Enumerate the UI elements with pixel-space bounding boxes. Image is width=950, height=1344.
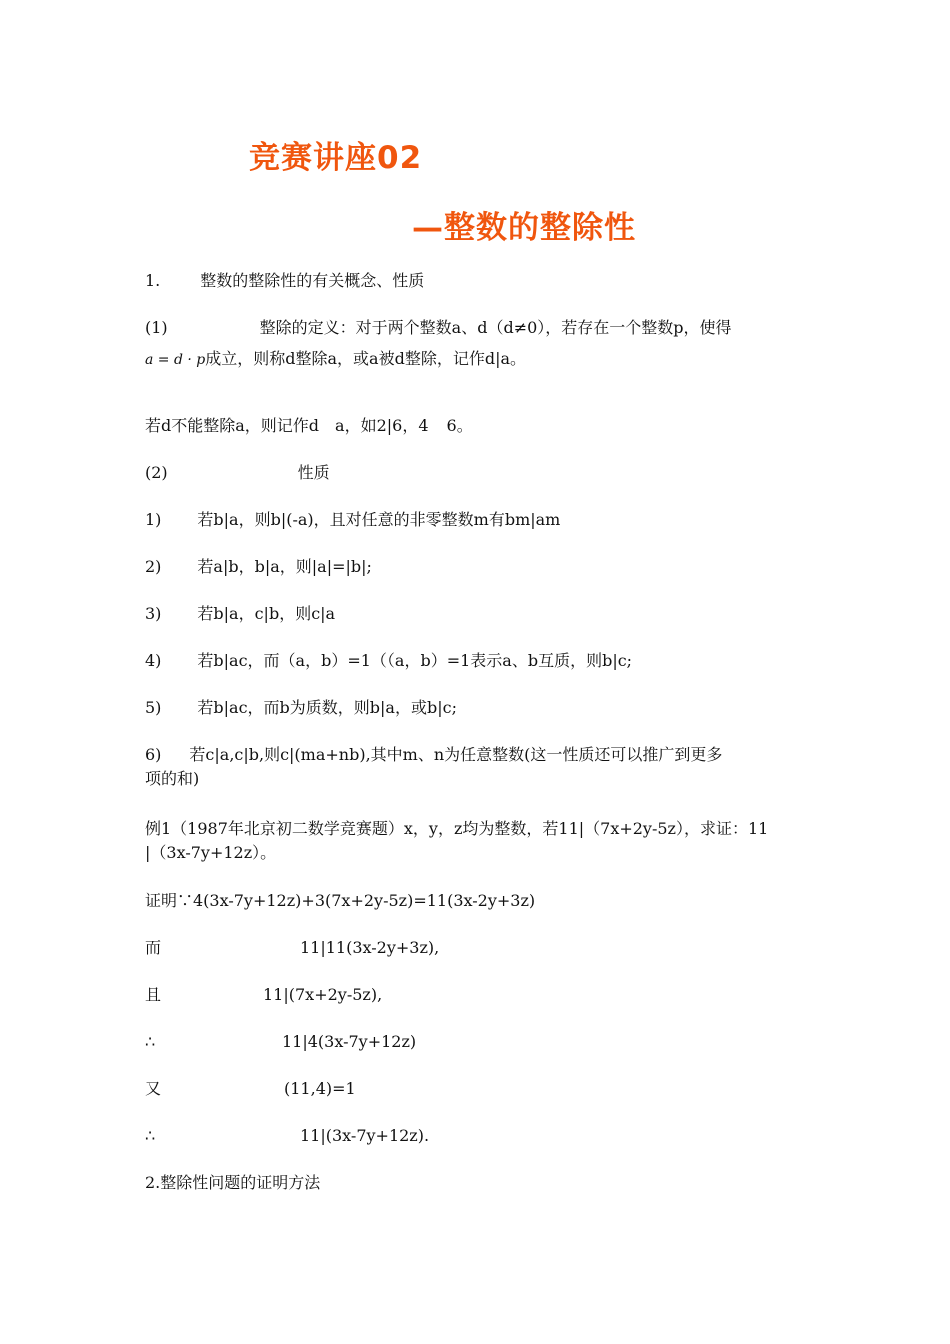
item-text: 若a|b，b|a，则|a|=|b|; [197, 557, 372, 576]
formula: a = d · p [145, 352, 206, 368]
step-lead: 而 [145, 938, 162, 957]
not-divide-part-1: 若d不能整除a，则记作d [145, 416, 320, 435]
item-number: 2) [145, 557, 162, 576]
step-lead: 又 [145, 1079, 162, 1098]
definition-line-1 [145, 317, 732, 339]
section-2-heading: 2.整除性问题的证明方法 [145, 1173, 321, 1192]
section-number: 1. [145, 271, 161, 290]
item-text: 若b|a，c|b，则c|a [197, 604, 336, 623]
section-1-heading [145, 270, 424, 292]
definition-text-2: 成立，则称d整除a，或a被d整除，记作d|a。 [205, 349, 527, 368]
item-text: 若b|ac，而（a，b）=1（（a，b）=1表示a、b互质，则b|c; [197, 651, 633, 670]
properties-heading [145, 462, 330, 484]
step-expr: 11|(7x+2y-5z), [263, 985, 383, 1004]
property-item-5 [145, 697, 457, 719]
item-text: 若b|ac，而b为质数，则b|a，或b|c; [197, 698, 457, 717]
example-1-line-2: |（3x-7y+12z）。 [145, 843, 277, 862]
step-expr: 11|(3x-7y+12z). [300, 1126, 430, 1145]
title-line-1: 竞赛讲座02 [249, 140, 423, 176]
not-divide-part-2: a，如2|6，4 [335, 416, 429, 435]
definition-text: 整除的定义：对于两个整数a、d（d≠0），若存在一个整数p，使得 [259, 318, 732, 337]
not-divide-part-3: 6。 [446, 416, 473, 435]
not-divide-line [145, 415, 473, 437]
property-item-2 [145, 556, 372, 578]
item-number: 6) [145, 745, 162, 764]
step-expr: 11|11(3x-2y+3z), [300, 938, 440, 957]
proof-line-0: 证明∵4(3x-7y+12z)+3(7x+2y-5z)=11(3x-2y+3z) [145, 891, 536, 910]
step-lead: ∴ [145, 1126, 156, 1145]
item-text: 若b|a，则b|(-a)，且对任意的非零整数m有bm|am [197, 510, 561, 529]
step-lead: ∴ [145, 1032, 156, 1051]
proof-step-1 [145, 937, 440, 959]
property-item-4 [145, 650, 632, 672]
title-line-2: —整数的整除性 [412, 210, 636, 246]
definition-line-2 [145, 348, 526, 371]
proof-step-4 [145, 1078, 356, 1100]
properties-number: (2) [145, 463, 168, 482]
proof-step-3 [145, 1031, 417, 1053]
item-text: 若c|a,c|b,则c|(ma+nb),其中m、n为任意整数(这一性质还可以推广到更多 [189, 745, 723, 764]
definition-number: (1) [145, 318, 168, 337]
item-number: 4) [145, 651, 162, 670]
item-number: 5) [145, 698, 162, 717]
step-lead: 且 [145, 985, 162, 1004]
example-1-line-1: 例1（1987年北京初二数学竞赛题）x，y，z均为整数，若11|（7x+2y-5z），求证：11 [145, 819, 769, 838]
property-item-6-line-2: 项的和) [145, 769, 200, 788]
step-expr: 11|4(3x-7y+12z) [282, 1032, 417, 1051]
item-number: 3) [145, 604, 162, 623]
section-title: 整数的整除性的有关概念、性质 [200, 271, 425, 290]
item-number: 1) [145, 510, 162, 529]
property-item-3 [145, 603, 335, 625]
properties-label: 性质 [297, 463, 330, 482]
proof-step-2 [145, 984, 383, 1006]
proof-step-5 [145, 1125, 430, 1147]
step-expr: (11,4)=1 [284, 1079, 356, 1098]
property-item-6-line-1 [145, 744, 722, 766]
property-item-1 [145, 509, 560, 531]
